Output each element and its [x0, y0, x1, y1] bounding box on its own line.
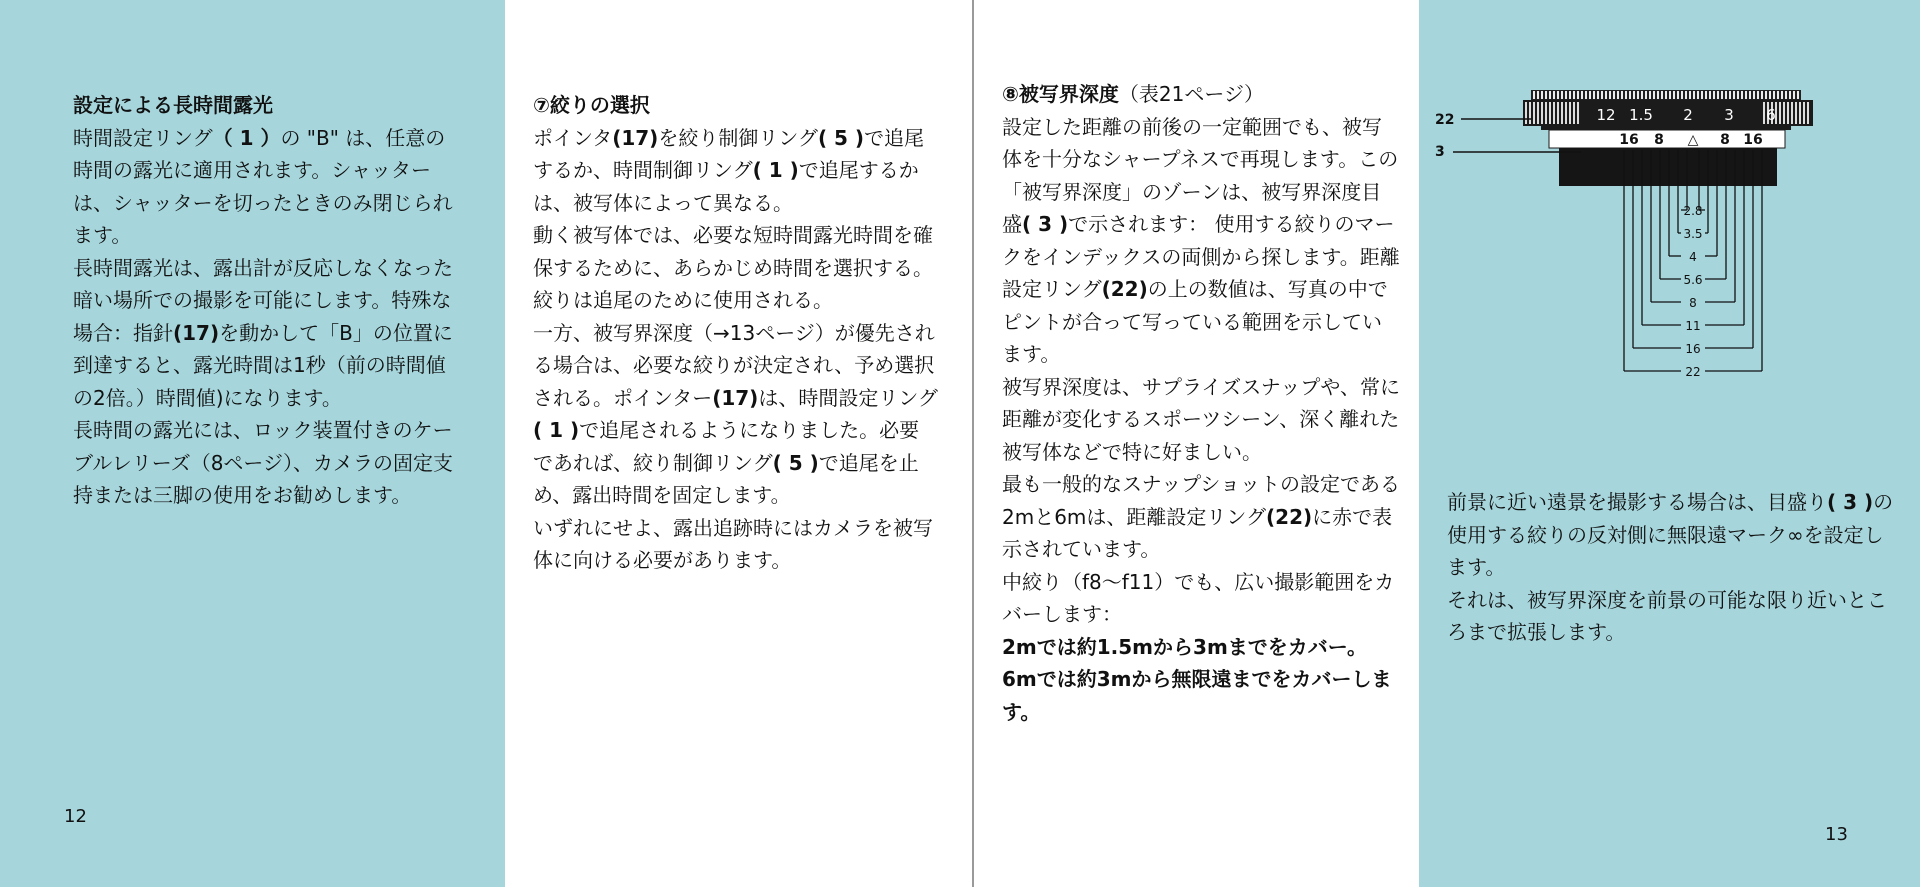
knurl-tick [1565, 91, 1567, 99]
left-paragraph-2: 長時間露光は、露出計が反応しなくなった暗い場所での撮影を可能にします。特殊な場合：指針(17)を動かして「B」の位置に到達すると、露光時間は1秒（前の時間値の2倍。）時間値)になります。 [73, 255, 453, 410]
knurl-tick [1553, 102, 1555, 124]
knurl-tick [1577, 91, 1579, 99]
far-right-paragraph-2: それは、被写界深度を前景の可能な限り近いところまで拡張します。 [1447, 587, 1887, 644]
middle-page-panel [505, 0, 973, 887]
knurl-tick [1557, 91, 1559, 99]
knurl-tick [1773, 91, 1775, 99]
distance-label: 1.5 [1629, 106, 1653, 124]
knurl-tick [1693, 91, 1695, 99]
left-page-panel [0, 0, 505, 887]
knurl-tick [1653, 91, 1655, 99]
knurl-tick [1713, 91, 1715, 99]
knurl-tick [1537, 102, 1539, 124]
knurl-tick [1697, 91, 1699, 99]
knurl-tick [1649, 91, 1651, 99]
dof-label: 8 [1654, 132, 1664, 148]
dof-label: 16 [1743, 132, 1763, 148]
knurl-tick [1589, 91, 1591, 99]
knurl-tick [1681, 91, 1683, 99]
knurl-tick [1709, 91, 1711, 99]
knurl-tick [1561, 91, 1563, 99]
aperture-label: 2.8 [1683, 204, 1703, 218]
knurl-tick [1725, 91, 1727, 99]
knurl-tick [1633, 91, 1635, 99]
knurl-tick [1781, 91, 1783, 99]
callout-22-label: 22 [1435, 112, 1455, 128]
coverage-line-6m: 6mでは約3mから無限遠までをカバーします。 [1002, 667, 1392, 724]
knurl-tick [1581, 91, 1583, 99]
middle-paragraph-1: ポインタ(17)を絞り制御リング( 5 )で追尾するか、時間制御リング( 1 )で追尾するかは、被写体によって異なる。 [533, 125, 925, 215]
knurl-tick [1573, 102, 1575, 124]
knurl-tick [1577, 102, 1579, 124]
knurl-tick [1763, 102, 1765, 124]
aperture-label: 4 [1689, 250, 1697, 264]
knurl-tick [1791, 102, 1793, 124]
knurl-tick [1665, 91, 1667, 99]
knurl-tick [1789, 91, 1791, 99]
knurl-tick [1765, 91, 1767, 99]
knurl-tick [1617, 91, 1619, 99]
knurl-tick [1689, 91, 1691, 99]
page-number-left: 12 [64, 806, 87, 827]
knurl-tick [1621, 91, 1623, 99]
knurl-tick [1705, 91, 1707, 99]
dof-label: △ [1687, 132, 1699, 148]
knurl-tick [1673, 91, 1675, 99]
distance-label: 6 [1766, 106, 1776, 124]
knurl-tick [1533, 102, 1535, 124]
knurl-tick [1701, 91, 1703, 99]
knurl-tick [1525, 102, 1527, 124]
middle-paragraph-3: 絞りは追尾のために使用される。 [533, 288, 833, 312]
knurl-tick [1661, 91, 1663, 99]
knurl-tick [1629, 91, 1631, 99]
knurl-tick [1609, 91, 1611, 99]
knurl-tick [1549, 91, 1551, 99]
aperture-label: 11 [1685, 319, 1701, 333]
knurl-tick [1545, 91, 1547, 99]
knurl-tick [1733, 91, 1735, 99]
distance-label: 2 [1683, 106, 1693, 124]
knurl-tick [1585, 91, 1587, 99]
knurl-tick [1541, 102, 1543, 124]
knurl-tick [1593, 91, 1595, 99]
knurl-tick [1785, 91, 1787, 99]
knurl-tick [1737, 91, 1739, 99]
middle-page-text [533, 89, 939, 577]
middle-paragraph-4: 一方、被写界深度（→13ページ）が優先される場合は、必要な絞りが決定され、予め選択される。ポインター(17)は、時間設定リング( 1 )で追尾されるようになりました。必要であれば、絞り制御リング( 5 )で追尾を止め、露出時間を固定します。 [533, 320, 938, 507]
knurl-tick [1803, 102, 1805, 124]
knurl-tick [1541, 91, 1543, 99]
knurl-tick [1753, 91, 1755, 99]
right-paragraph-3: 最も一般的なスナップショットの設定である2mと6mは、距離設定リング(22)に赤で表示されています。 [1002, 472, 1400, 561]
knurl-tick [1777, 91, 1779, 99]
knurl-tick [1795, 102, 1797, 124]
far-right-paragraph-1: 前景に近い遠景を撮影する場合は、目盛り( 3 )の使用する絞りの反対側に無限遠マーク∞を設定します。 [1447, 490, 1894, 579]
knurl-tick [1569, 91, 1571, 99]
knurl-tick [1799, 102, 1801, 124]
right-page-panel [974, 0, 1419, 887]
knurl-tick [1721, 91, 1723, 99]
aperture-label: 22 [1685, 365, 1701, 379]
aperture-label: 5.6 [1683, 273, 1703, 287]
knurl-tick [1669, 91, 1671, 99]
knurl-tick [1641, 91, 1643, 99]
knurl-tick [1749, 91, 1751, 99]
knurl-tick [1779, 102, 1781, 124]
knurl-tick [1549, 102, 1551, 124]
right-paragraph-1: 設定した距離の前後の一定範囲でも、被写体を十分なシャープネスで再現します。この「被写界深度」のゾーンは、被写界深度目盛( 3 )で示されます： 使用する絞りのマークをインデックスの両側から探します。距離設定リング(22)の上の数値は、写真の中でピントが合って写っている範囲を示しています。 [1002, 114, 1400, 366]
knurl-tick [1537, 91, 1539, 99]
left-paragraph-1: 時間設定リング（ 1 ）の "B" は、任意の時間の露光に適用されます。シャッターは、シャッターを切ったときのみ閉じられます。 [73, 125, 453, 247]
knurl-tick [1769, 91, 1771, 99]
page-number-right: 13 [1825, 824, 1848, 845]
knurl-tick [1601, 91, 1603, 99]
knurl-tick [1807, 102, 1809, 124]
middle-paragraph-2: 動く被写体では、必要な短時間露光時間を確保するために、あらかじめ時間を選択する。 [533, 223, 933, 280]
knurl-tick [1741, 91, 1743, 99]
depth-of-field-heading: ⑧被写界深度（表21ページ） [1002, 82, 1264, 106]
right-paragraph-2: 被写界深度は、サプライズスナップや、常に距離が変化するスポーツシーン、深く離れた被写体などで特に好ましい。 [1002, 374, 1400, 464]
knurl-tick [1793, 91, 1795, 99]
distance-label: 12 [1596, 106, 1616, 124]
knurl-tick [1729, 91, 1731, 99]
far-right-page-text [1447, 486, 1897, 649]
knurl-tick [1533, 91, 1535, 99]
left-page-text [73, 89, 463, 512]
knurl-tick [1561, 102, 1563, 124]
distance-label: 3 [1724, 106, 1734, 124]
aperture-selection-heading: ⑦絞りの選択 [533, 93, 650, 117]
callout-3-label: 3 [1435, 144, 1445, 160]
left-page-heading: 設定による長時間露光 [73, 93, 273, 117]
right-paragraph-4: 中絞り（f8〜f11）でも、広い撮影範囲をカバーします： [1002, 569, 1395, 626]
knurl-tick [1783, 102, 1785, 124]
knurl-tick [1677, 91, 1679, 99]
knurl-tick [1657, 91, 1659, 99]
knurl-tick [1613, 91, 1615, 99]
knurl-tick [1529, 102, 1531, 124]
knurl-tick [1645, 91, 1647, 99]
knurl-tick [1569, 102, 1571, 124]
knurl-tick [1761, 91, 1763, 99]
knurl-tick [1797, 91, 1799, 99]
knurl-tick [1553, 91, 1555, 99]
right-page-text [1002, 78, 1400, 728]
knurl-tick [1745, 91, 1747, 99]
aperture-label: 8 [1689, 296, 1697, 310]
dof-label: 8 [1720, 132, 1730, 148]
lens-dof-diagram [1431, 72, 1831, 394]
knurl-tick [1757, 91, 1759, 99]
knurl-tick [1597, 91, 1599, 99]
knurl-tick [1717, 91, 1719, 99]
knurl-tick [1605, 91, 1607, 99]
aperture-label: 3.5 [1683, 227, 1703, 241]
knurl-tick [1573, 91, 1575, 99]
knurl-tick [1787, 102, 1789, 124]
knurl-tick [1625, 91, 1627, 99]
knurl-tick [1545, 102, 1547, 124]
left-paragraph-3: 長時間の露光には、ロック装置付きのケーブルレリーズ（8ページ）、カメラの固定支持または三脚の使用をお勧めします。 [73, 418, 454, 507]
aperture-label: 16 [1685, 342, 1701, 356]
coverage-line-2m: 2mでは約1.5mから3mまでをカバー。 [1002, 634, 1367, 659]
knurl-tick [1685, 91, 1687, 99]
dof-label: 16 [1619, 132, 1639, 148]
knurl-tick [1557, 102, 1559, 124]
knurl-tick [1637, 91, 1639, 99]
middle-paragraph-5: いずれにせよ、露出追跡時にはカメラを被写体に向ける必要があります。 [533, 515, 933, 572]
knurl-tick [1565, 102, 1567, 124]
